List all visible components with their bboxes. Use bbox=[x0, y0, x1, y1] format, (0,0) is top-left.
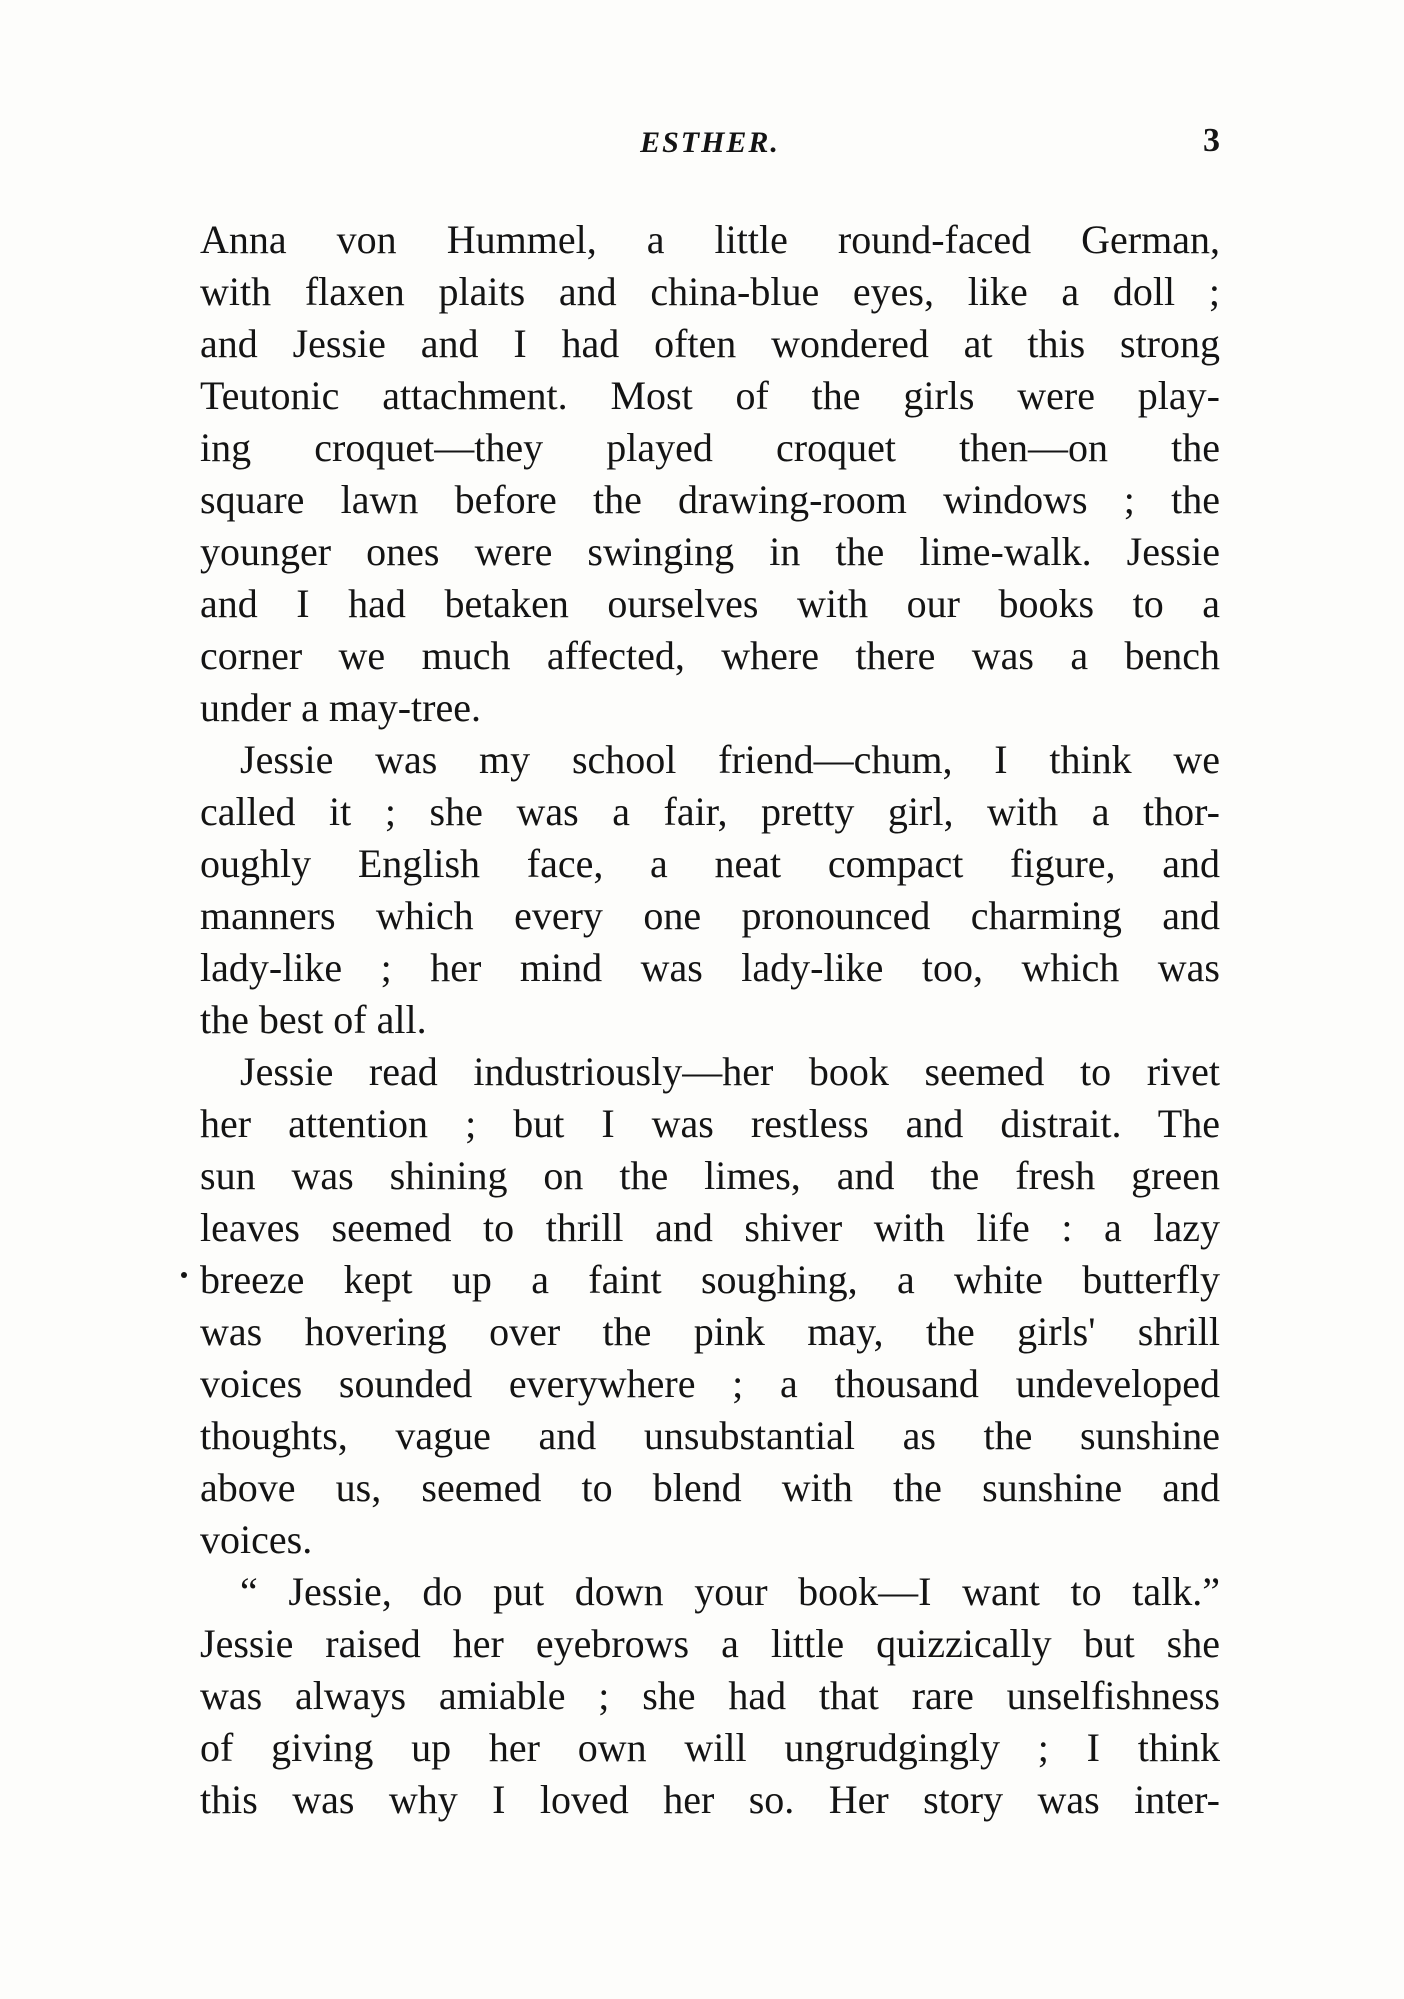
text-line: square lawn before the drawing-room windows ; the bbox=[200, 477, 1220, 522]
page-number: 3 bbox=[1203, 122, 1220, 159]
page-header bbox=[200, 122, 1220, 176]
text-line: her attention ; but I was restless and distrait. The bbox=[200, 1101, 1220, 1146]
text-line: was hovering over the pink may, the girls' shrill bbox=[200, 1309, 1220, 1354]
text-line: younger ones were swinging in the lime-walk. Jessie bbox=[200, 529, 1220, 574]
text-line: the best of all. bbox=[200, 997, 427, 1042]
text-line: Anna von Hummel, a little round-faced German, bbox=[200, 217, 1220, 262]
text-line: under a may-tree. bbox=[200, 685, 481, 730]
text-line: and Jessie and I had often wondered at this strong bbox=[200, 321, 1220, 366]
text-line: voices. bbox=[200, 1517, 313, 1562]
text-line: breeze kept up a faint soughing, a white butterfly bbox=[200, 1257, 1220, 1302]
text-line: ing croquet—they played croquet then—on the bbox=[200, 425, 1220, 470]
running-title: ESTHER. bbox=[640, 126, 780, 159]
text-line: with flaxen plaits and china-blue eyes, like a doll ; bbox=[200, 269, 1220, 314]
text-line: and I had betaken ourselves with our books to a bbox=[200, 581, 1220, 626]
text-line: Teutonic attachment. Most of the girls were play- bbox=[200, 373, 1220, 418]
text-line: of giving up her own will ungrudgingly ; I think bbox=[200, 1725, 1220, 1770]
text-line: Jessie was my school friend—chum, I think we bbox=[240, 737, 1220, 782]
text-line: lady-like ; her mind was lady-like too, which was bbox=[200, 945, 1220, 990]
text-line: sun was shining on the limes, and the fresh green bbox=[200, 1153, 1220, 1198]
text-line: leaves seemed to thrill and shiver with life : a lazy bbox=[200, 1205, 1220, 1250]
text-line: Jessie read industriously—her book seemed to rivet bbox=[240, 1049, 1220, 1094]
text-line: voices sounded everywhere ; a thousand undeveloped bbox=[200, 1361, 1220, 1406]
text-line: this was why I loved her so. Her story was inter- bbox=[200, 1777, 1220, 1822]
text-line: called it ; she was a fair, pretty girl, with a thor- bbox=[200, 789, 1220, 834]
text-line: corner we much affected, where there was a bench bbox=[200, 633, 1220, 678]
text-line: was always amiable ; she had that rare unselfishness bbox=[200, 1673, 1220, 1718]
print-speck bbox=[181, 1272, 187, 1278]
text-line: manners which every one pronounced charming and bbox=[200, 893, 1220, 938]
body-text bbox=[200, 214, 1220, 1826]
text-line: above us, seemed to blend with the sunshine and bbox=[200, 1465, 1220, 1510]
text-line: “ Jessie, do put down your book—I want to talk.” bbox=[240, 1569, 1220, 1614]
text-line: thoughts, vague and unsubstantial as the sunshine bbox=[200, 1413, 1220, 1458]
text-line: Jessie raised her eyebrows a little quizzically but she bbox=[200, 1621, 1220, 1666]
text-line: oughly English face, a neat compact figure, and bbox=[200, 841, 1220, 886]
